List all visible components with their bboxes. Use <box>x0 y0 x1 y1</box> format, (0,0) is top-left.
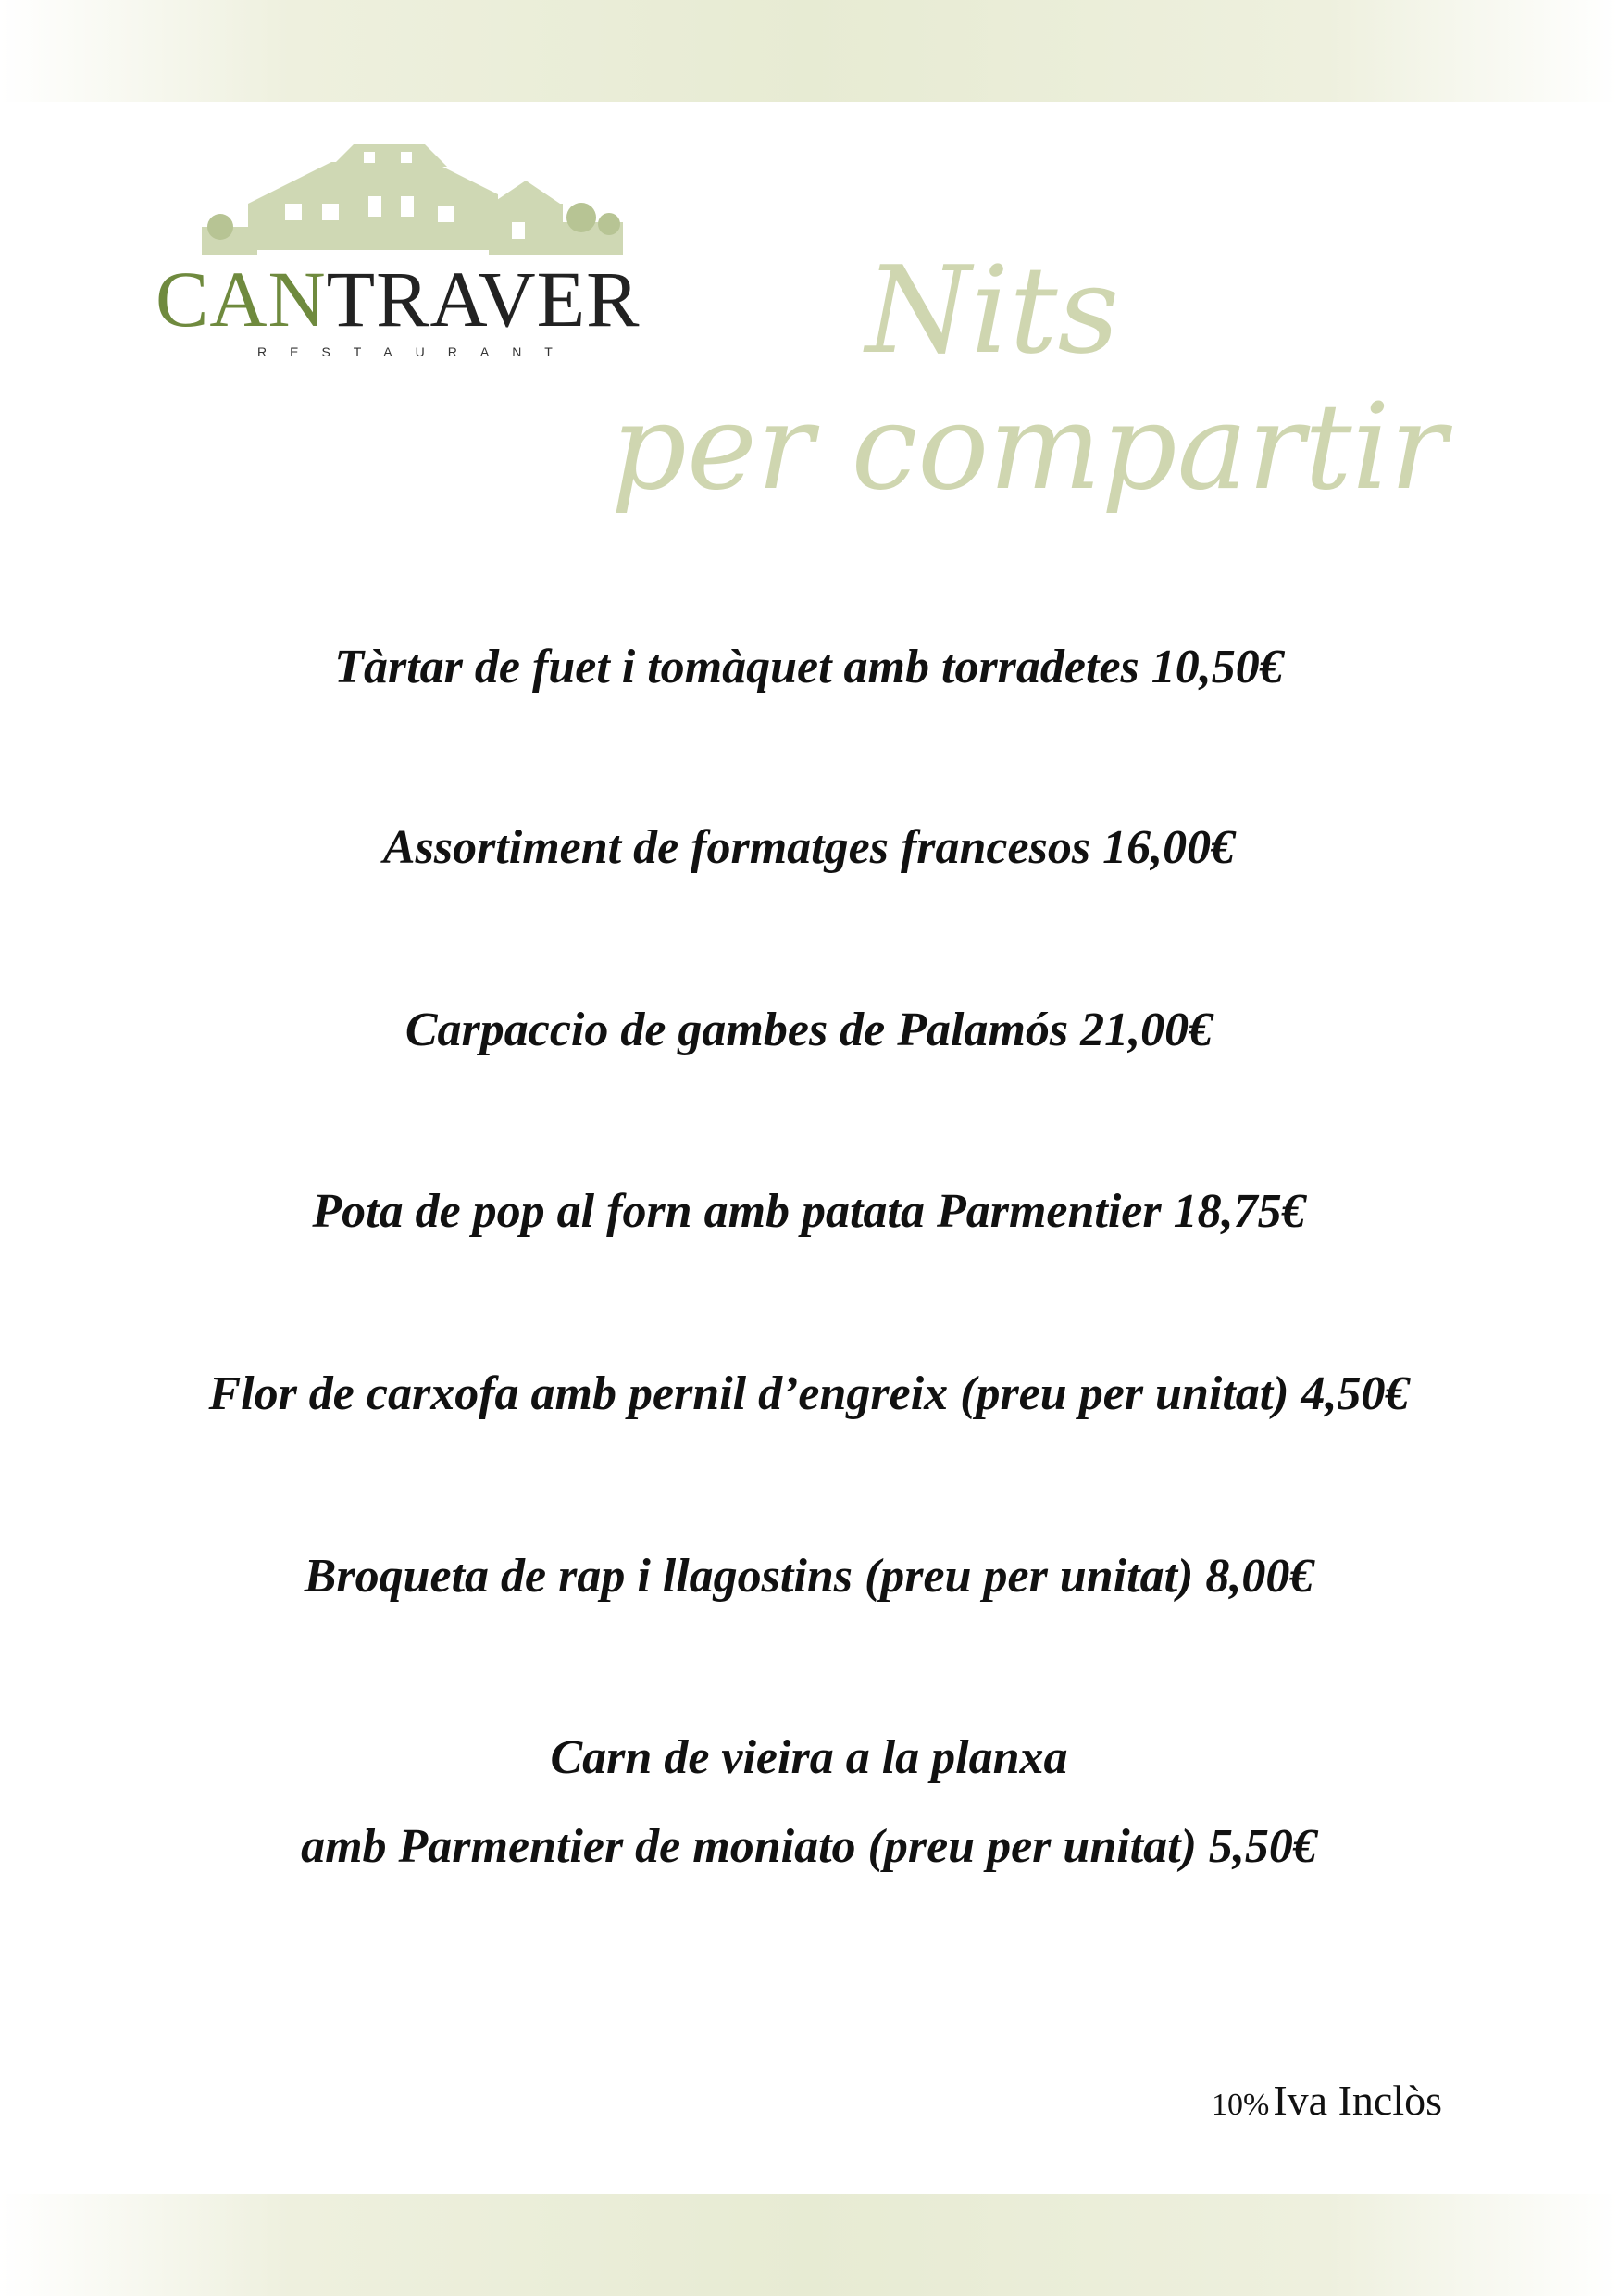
headline-line2: per compartir <box>611 379 1447 517</box>
menu-item <box>0 1366 1618 1423</box>
vat-text: Iva Inclòs <box>1273 2077 1442 2124</box>
menu-item-line2 <box>0 1818 1618 1876</box>
menu-item-name: Pota de pop al forn amb patata Parmentier <box>312 1185 1162 1238</box>
menu-item-line1 <box>0 1729 1618 1787</box>
menu-item-name: Tàrtar de fuet i tomàquet amb torradetes <box>334 641 1139 693</box>
menu-item-price: 5,50€ <box>1208 1820 1317 1873</box>
bottom-decorative-band <box>0 2194 1618 2296</box>
menu-item-price: 10,50€ <box>1151 641 1284 693</box>
menu-item <box>0 1002 1618 1059</box>
menu-item-name: Assortiment de formatges francesos <box>382 821 1091 874</box>
restaurant-logo <box>156 139 674 359</box>
menu-item <box>0 819 1618 877</box>
menu-item-name: Carn de vieira a la planxa <box>550 1731 1068 1784</box>
top-decorative-band <box>0 0 1618 102</box>
menu-item-name: Broqueta de rap i llagostins (preu per unitat) <box>304 1550 1194 1603</box>
menu-item-price: 16,00€ <box>1102 821 1236 874</box>
menu-item <box>0 1548 1618 1605</box>
logo-wordmark <box>156 255 674 343</box>
menu-item-price: 8,00€ <box>1205 1550 1314 1603</box>
menu-item-price: 4,50€ <box>1301 1367 1410 1420</box>
menu-item-price: 18,75€ <box>1173 1185 1306 1238</box>
menu-item-name: amb Parmentier de moniato (preu per unitat) <box>301 1820 1197 1873</box>
headline-line1: Nits <box>865 240 1120 381</box>
menu-item-name: Carpaccio de gambes de Palamós <box>404 1004 1069 1056</box>
logo-name-can: CAN <box>156 255 327 343</box>
logo-subtitle: RESTAURANT <box>257 344 576 359</box>
vat-percent: 10% <box>1212 2088 1270 2122</box>
vat-note <box>1212 2076 1442 2125</box>
menu-item-name: Flor de carxofa amb pernil d’engreix (preu per unitat) <box>208 1367 1289 1420</box>
menu-item <box>0 1183 1618 1241</box>
menu-item-price: 21,00€ <box>1080 1004 1214 1056</box>
logo-name-traver: TRAVER <box>326 255 641 343</box>
menu-item <box>0 639 1618 696</box>
